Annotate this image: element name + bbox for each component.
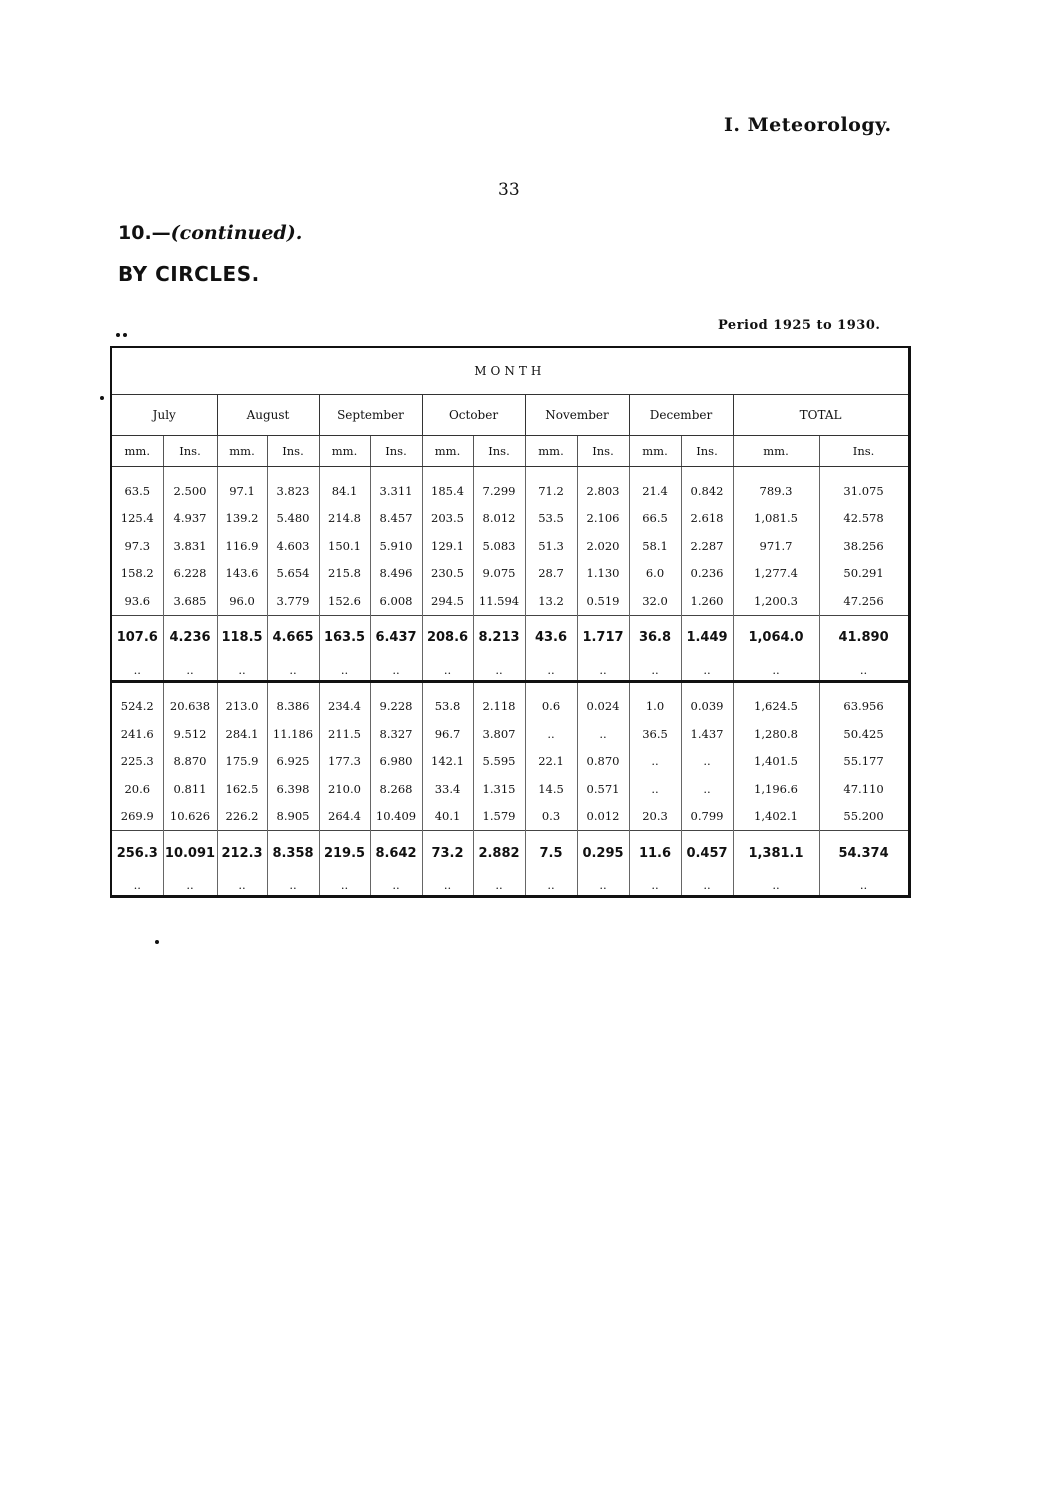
table-cell: 226.2 (217, 803, 267, 831)
table-cell: 7.299 (473, 467, 525, 505)
blank-cell: .. (681, 660, 733, 682)
unit-header: Ins. (370, 436, 422, 467)
table-cell: 0.799 (681, 803, 733, 831)
table-cell: 2.118 (473, 681, 525, 720)
table-cell: 6.228 (163, 560, 217, 588)
blank-cell: .. (577, 875, 629, 897)
blank-cell: .. (319, 660, 370, 682)
table-cell: 0.519 (577, 587, 629, 615)
table-cell: 163.5 (319, 615, 370, 660)
table-number-text: 10.— (118, 222, 171, 244)
table-cell: 55.200 (819, 803, 909, 831)
blank-cell: .. (525, 660, 577, 682)
table-cell: 31.075 (819, 467, 909, 505)
month-header-october: October (422, 395, 525, 436)
table-cell: 230.5 (422, 560, 473, 588)
table-row (111, 681, 909, 720)
blank-cell: .. (370, 660, 422, 682)
table-cell: 9.228 (370, 681, 422, 720)
table-cell: 143.6 (217, 560, 267, 588)
table-cell: 0.6 (525, 681, 577, 720)
table-cell: 0.024 (577, 681, 629, 720)
table-cell: 4.236 (163, 615, 217, 660)
month-group-header: MONTH (474, 364, 546, 378)
table-cell: 1,200.3 (733, 587, 819, 615)
table-cell: 84.1 (319, 467, 370, 505)
blank-cell: .. (422, 875, 473, 897)
table-cell: .. (681, 748, 733, 776)
blank-cell: .. (733, 660, 819, 682)
table-cell: 3.311 (370, 467, 422, 505)
blank-cell: .. (681, 875, 733, 897)
table-cell: 96.7 (422, 720, 473, 748)
table-cell: 71.2 (525, 467, 577, 505)
table-cell: 256.3 (111, 831, 163, 876)
table-cell: 0.039 (681, 681, 733, 720)
month-header-july: July (111, 395, 217, 436)
page-number: 33 (498, 180, 520, 200)
month-header-november: November (525, 395, 629, 436)
blank-cell: .. (267, 875, 319, 897)
table-cell: 73.2 (422, 831, 473, 876)
blank-cell: .. (422, 660, 473, 682)
print-speck (116, 333, 120, 337)
blank-cell: .. (819, 660, 909, 682)
table-cell: 203.5 (422, 505, 473, 533)
blank-cell: .. (111, 660, 163, 682)
period-label: Period 1925 to 1930. (718, 318, 881, 333)
month-header-september: September (319, 395, 422, 436)
table-cell: 20.638 (163, 681, 217, 720)
table-cell: 6.437 (370, 615, 422, 660)
table-cell: 1,401.5 (733, 748, 819, 776)
blank-cell: .. (370, 875, 422, 897)
table-cell: 6.398 (267, 775, 319, 803)
table-cell: 9.075 (473, 560, 525, 588)
table-cell: .. (525, 720, 577, 748)
table-row (111, 560, 909, 588)
table-cell: 1,196.6 (733, 775, 819, 803)
table-cell: 125.4 (111, 505, 163, 533)
table-cell: 10.626 (163, 803, 217, 831)
table-cell: 1,280.8 (733, 720, 819, 748)
table-cell: 0.236 (681, 560, 733, 588)
continued-label: (continued). (170, 222, 303, 244)
table-cell: 43.6 (525, 615, 577, 660)
table-cell: 10.409 (370, 803, 422, 831)
table-cell: 96.0 (217, 587, 267, 615)
table-cell: .. (629, 775, 681, 803)
table-cell: .. (629, 748, 681, 776)
table-cell: 6.008 (370, 587, 422, 615)
table-cell: 6.925 (267, 748, 319, 776)
table-cell: 93.6 (111, 587, 163, 615)
table-cell: 8.327 (370, 720, 422, 748)
table-cell: 50.291 (819, 560, 909, 588)
table-cell: 8.870 (163, 748, 217, 776)
table-cell: 5.910 (370, 532, 422, 560)
table-cell: 524.2 (111, 681, 163, 720)
table-cell: 118.5 (217, 615, 267, 660)
blank-cell: .. (525, 875, 577, 897)
table-cell: 53.8 (422, 681, 473, 720)
table-cell: 4.937 (163, 505, 217, 533)
blank-cell: .. (163, 875, 217, 897)
table-cell: 219.5 (319, 831, 370, 876)
table-cell: 50.425 (819, 720, 909, 748)
table-cell: 1.315 (473, 775, 525, 803)
table-body (111, 467, 909, 897)
print-speck (100, 396, 104, 400)
table-cell: 208.6 (422, 615, 473, 660)
table-cell: 63.956 (819, 681, 909, 720)
table-cell: 5.595 (473, 748, 525, 776)
table-cell: .. (577, 720, 629, 748)
table-cell: 0.870 (577, 748, 629, 776)
unit-header: mm. (422, 436, 473, 467)
table-cell: 8.268 (370, 775, 422, 803)
table-cell: .. (681, 775, 733, 803)
table-cell: 8.457 (370, 505, 422, 533)
table-cell: 58.1 (629, 532, 681, 560)
table-cell: 2.803 (577, 467, 629, 505)
blank-cell: .. (217, 660, 267, 682)
print-speck (123, 333, 127, 337)
table-cell: 5.083 (473, 532, 525, 560)
table-cell: 33.4 (422, 775, 473, 803)
table-cell: 1,277.4 (733, 560, 819, 588)
month-header-august: August (217, 395, 319, 436)
table-cell: 3.823 (267, 467, 319, 505)
table-cell: 40.1 (422, 803, 473, 831)
blank-cell: .. (577, 660, 629, 682)
section-label: I. Meteorology. (724, 114, 892, 136)
blank-row (111, 875, 909, 897)
table-cell: 8.213 (473, 615, 525, 660)
table-cell: 185.4 (422, 467, 473, 505)
table-cell: 5.654 (267, 560, 319, 588)
table-cell: 4.603 (267, 532, 319, 560)
table-cell: 8.905 (267, 803, 319, 831)
unit-header: mm. (217, 436, 267, 467)
unit-header: mm. (733, 436, 819, 467)
table-cell: 97.1 (217, 467, 267, 505)
blank-cell: .. (217, 875, 267, 897)
table-cell: 0.842 (681, 467, 733, 505)
table-cell: 1,624.5 (733, 681, 819, 720)
table-cell: 14.5 (525, 775, 577, 803)
table-cell: 6.0 (629, 560, 681, 588)
table-row (111, 803, 909, 831)
table-cell: 3.779 (267, 587, 319, 615)
table-cell: 1.717 (577, 615, 629, 660)
table-cell: 284.1 (217, 720, 267, 748)
table-cell: 53.5 (525, 505, 577, 533)
table-cell: 8.012 (473, 505, 525, 533)
table-cell: 1,402.1 (733, 803, 819, 831)
table-cell: 241.6 (111, 720, 163, 748)
blank-cell: .. (163, 660, 217, 682)
blank-cell: .. (267, 660, 319, 682)
unit-header: mm. (111, 436, 163, 467)
table-cell: 7.5 (525, 831, 577, 876)
table-cell: 36.5 (629, 720, 681, 748)
mean-row (111, 615, 909, 660)
table-cell: 20.3 (629, 803, 681, 831)
table-cell: 215.8 (319, 560, 370, 588)
table-cell: 36.8 (629, 615, 681, 660)
table-cell: 63.5 (111, 467, 163, 505)
table-cell: 211.5 (319, 720, 370, 748)
table-cell: 3.807 (473, 720, 525, 748)
table-cell: 3.831 (163, 532, 217, 560)
table-cell: 971.7 (733, 532, 819, 560)
table-cell: 142.1 (422, 748, 473, 776)
blank-cell: .. (111, 875, 163, 897)
table-cell: 1.579 (473, 803, 525, 831)
table-cell: 11.594 (473, 587, 525, 615)
table-cell: 2.106 (577, 505, 629, 533)
table-row (111, 748, 909, 776)
table-cell: 97.3 (111, 532, 163, 560)
rainfall-table (110, 346, 911, 898)
table-cell: 107.6 (111, 615, 163, 660)
table-cell: 11.6 (629, 831, 681, 876)
table-cell: 150.1 (319, 532, 370, 560)
table-number (118, 222, 302, 244)
unit-header: Ins. (577, 436, 629, 467)
table-cell: 8.386 (267, 681, 319, 720)
table-cell: 294.5 (422, 587, 473, 615)
table-cell: 0.012 (577, 803, 629, 831)
blank-cell: .. (629, 660, 681, 682)
table-row (111, 467, 909, 505)
table-cell: 162.5 (217, 775, 267, 803)
table-row (111, 587, 909, 615)
table-cell: 9.512 (163, 720, 217, 748)
blank-cell: .. (473, 660, 525, 682)
table-cell: 10.091 (163, 831, 217, 876)
table-cell: 210.0 (319, 775, 370, 803)
blank-cell: .. (629, 875, 681, 897)
table-row (111, 532, 909, 560)
table-cell: 21.4 (629, 467, 681, 505)
table-row (111, 505, 909, 533)
table-cell: 269.9 (111, 803, 163, 831)
print-speck (155, 940, 159, 944)
table-cell: 2.882 (473, 831, 525, 876)
unit-header: mm. (629, 436, 681, 467)
mean-row (111, 831, 909, 876)
table-row (111, 775, 909, 803)
table-cell: 28.7 (525, 560, 577, 588)
unit-header: Ins. (163, 436, 217, 467)
unit-header: Ins. (473, 436, 525, 467)
table-cell: 1.0 (629, 681, 681, 720)
table-cell: 41.890 (819, 615, 909, 660)
table-cell: 2.287 (681, 532, 733, 560)
table-cell: 66.5 (629, 505, 681, 533)
table-cell: 11.186 (267, 720, 319, 748)
table-cell: 264.4 (319, 803, 370, 831)
table-cell: 1,381.1 (733, 831, 819, 876)
table-cell: 1,064.0 (733, 615, 819, 660)
table-cell: 47.110 (819, 775, 909, 803)
blank-row (111, 660, 909, 682)
table-cell: 38.256 (819, 532, 909, 560)
month-header-december: December (629, 395, 733, 436)
blank-cell: .. (733, 875, 819, 897)
unit-header: Ins. (819, 436, 909, 467)
table-cell: 234.4 (319, 681, 370, 720)
table-cell: 0.457 (681, 831, 733, 876)
table-cell: 214.8 (319, 505, 370, 533)
unit-header: mm. (319, 436, 370, 467)
table-cell: 789.3 (733, 467, 819, 505)
table-cell: 1.260 (681, 587, 733, 615)
table-cell: 116.9 (217, 532, 267, 560)
table-cell: 51.3 (525, 532, 577, 560)
table-cell: 8.496 (370, 560, 422, 588)
table-cell: 1.449 (681, 615, 733, 660)
table-cell: 55.177 (819, 748, 909, 776)
table-cell: 1.130 (577, 560, 629, 588)
unit-header: Ins. (267, 436, 319, 467)
table-cell: 42.578 (819, 505, 909, 533)
table-cell: 32.0 (629, 587, 681, 615)
table-cell: 158.2 (111, 560, 163, 588)
table-cell: 225.3 (111, 748, 163, 776)
table-cell: 47.256 (819, 587, 909, 615)
table-cell: 2.020 (577, 532, 629, 560)
table-cell: 22.1 (525, 748, 577, 776)
blank-cell: .. (319, 875, 370, 897)
table-subtitle: BY CIRCLES. (118, 262, 260, 286)
table-cell: 13.2 (525, 587, 577, 615)
table-cell: 129.1 (422, 532, 473, 560)
total-header: TOTAL (733, 395, 909, 436)
table-cell: 0.295 (577, 831, 629, 876)
table-cell: 8.642 (370, 831, 422, 876)
unit-header: Ins. (681, 436, 733, 467)
table-cell: 6.980 (370, 748, 422, 776)
table-cell: 54.374 (819, 831, 909, 876)
table-cell: 0.811 (163, 775, 217, 803)
table-cell: 152.6 (319, 587, 370, 615)
table-cell: 4.665 (267, 615, 319, 660)
table-cell: 139.2 (217, 505, 267, 533)
table-cell: 213.0 (217, 681, 267, 720)
table-cell: 20.6 (111, 775, 163, 803)
table-row (111, 720, 909, 748)
blank-cell: .. (819, 875, 909, 897)
table-cell: 177.3 (319, 748, 370, 776)
table-cell: 0.571 (577, 775, 629, 803)
table-cell: 212.3 (217, 831, 267, 876)
unit-header: mm. (525, 436, 577, 467)
table-cell: 1.437 (681, 720, 733, 748)
table-cell: 5.480 (267, 505, 319, 533)
table-cell: 1,081.5 (733, 505, 819, 533)
table-cell: 175.9 (217, 748, 267, 776)
blank-cell: .. (473, 875, 525, 897)
table-cell: 2.500 (163, 467, 217, 505)
table-cell: 2.618 (681, 505, 733, 533)
table-cell: 8.358 (267, 831, 319, 876)
table-cell: 0.3 (525, 803, 577, 831)
table-cell: 3.685 (163, 587, 217, 615)
